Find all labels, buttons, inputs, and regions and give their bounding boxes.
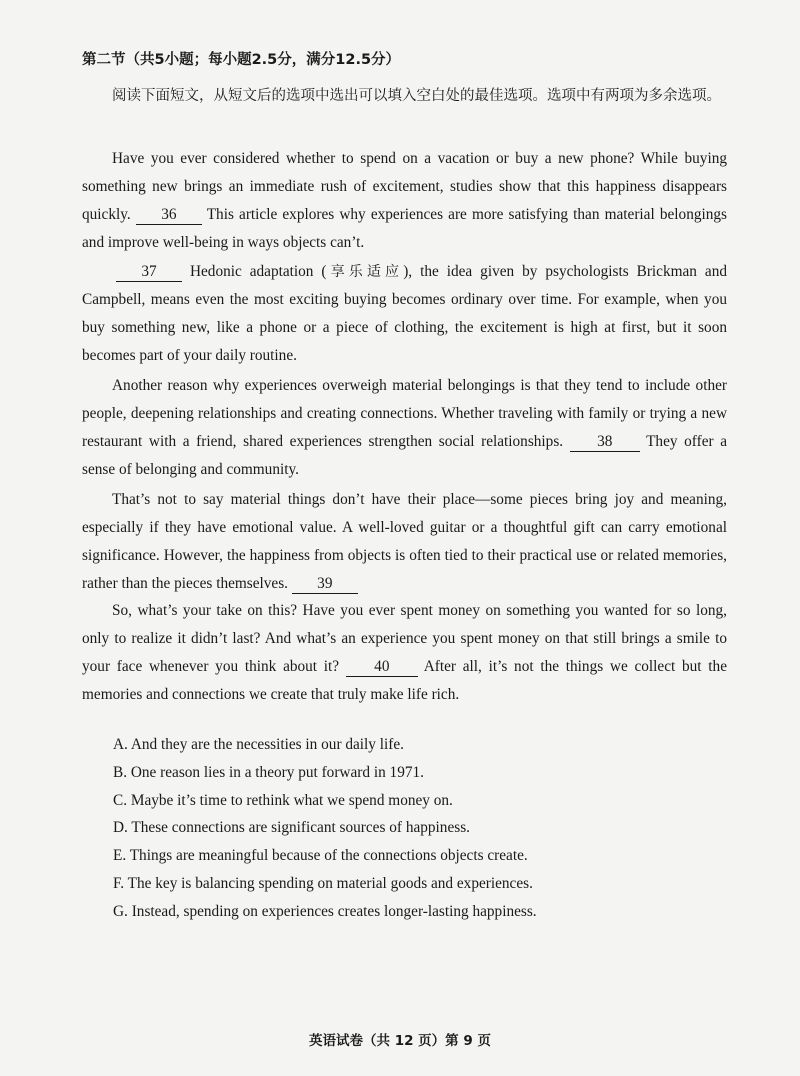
option-d[interactable]: D. These connections are significant sources of happiness. — [113, 819, 470, 837]
option-f[interactable]: F. The key is balancing spending on material goods and experiences. — [113, 874, 533, 892]
section-heading: 第二节（共5小题；每小题2.5分，满分12.5分） — [82, 52, 401, 68]
option-e[interactable]: E. Things are meaningful because of the connections objects create. — [113, 847, 528, 865]
blank-40[interactable]: 40 — [346, 658, 418, 677]
paragraph-text: After all, it’s not the things we collect but the memories and connections we create that truly make life rich. — [82, 658, 727, 703]
paragraph-text: They offer a sense of belonging and community. — [82, 433, 727, 478]
blank-38[interactable]: 38 — [570, 433, 640, 452]
paragraph-text: ), the idea given by psychologists Brickman and Campbell, means even the most exciting buying becomes ordinary over time. For example, when you buy something new, like a phone or a piece of clothing, the excitement is high at first, but it soon becomes part of your daily routine. — [82, 263, 727, 364]
page-footer: 英语试卷（共 12 页）第 9 页 — [309, 1033, 491, 1049]
paragraph-text: That’s not to say material things don’t have their place—some pieces bring joy and meaning, especially if they have emotional value. A well-loved guitar or a thoughtful gift can carry emotional significance. However, the happiness from objects is often tied to their practical use or related memories, rather than the pieces themselves. — [82, 491, 727, 592]
paragraph-text: Another reason why experiences overweigh material belongings is that they tend to include other people, deepening relationships and creating connections. Whether traveling with family or trying a new restaurant with a friend, shared experiences strengthen social relationships. — [82, 377, 727, 450]
option-c[interactable]: C. Maybe it’s time to rethink what we spend money on. — [113, 791, 453, 809]
option-a[interactable]: A. And they are the necessities in our daily life. — [113, 736, 404, 753]
blank-37[interactable]: 37 — [116, 263, 182, 282]
option-b[interactable]: B. One reason lies in a theory put forward in 1971. — [113, 763, 424, 781]
options-list — [113, 731, 537, 926]
paragraph-text: Hedonic adaptation ( — [182, 263, 327, 280]
blank-39[interactable]: 39 — [292, 575, 358, 594]
chinese-term: 享乐适应 — [326, 264, 404, 280]
paragraph-1 — [82, 145, 727, 257]
paragraph-5 — [82, 597, 727, 709]
instructions: 阅读下面短文，从短文后的选项中选出可以填入空白处的最佳选项。选项中有两项为多余选项。 — [112, 88, 721, 104]
paragraph-text: So, what’s your take on this? Have you ever spent money on something you wanted for so long, only to realize it didn’t last? And what’s an experience you spent money on that still brings a smile to your face whenever you think about it? — [82, 602, 727, 675]
blank-36[interactable]: 36 — [136, 206, 202, 225]
paragraph-text: Have you ever considered whether to spend on a vacation or buy a new phone? While buying something new brings an immediate rush of excitement, studies show that this happiness disappears quickly. — [82, 150, 727, 223]
paragraph-3 — [82, 372, 727, 484]
paragraph-2 — [82, 258, 727, 370]
option-g[interactable]: G. Instead, spending on experiences creates longer-lasting happiness. — [113, 902, 537, 920]
paragraph-text: This article explores why experiences are more satisfying than material belongings and improve well-being in ways objects can’t. — [82, 206, 727, 251]
paragraph-4 — [82, 486, 727, 598]
